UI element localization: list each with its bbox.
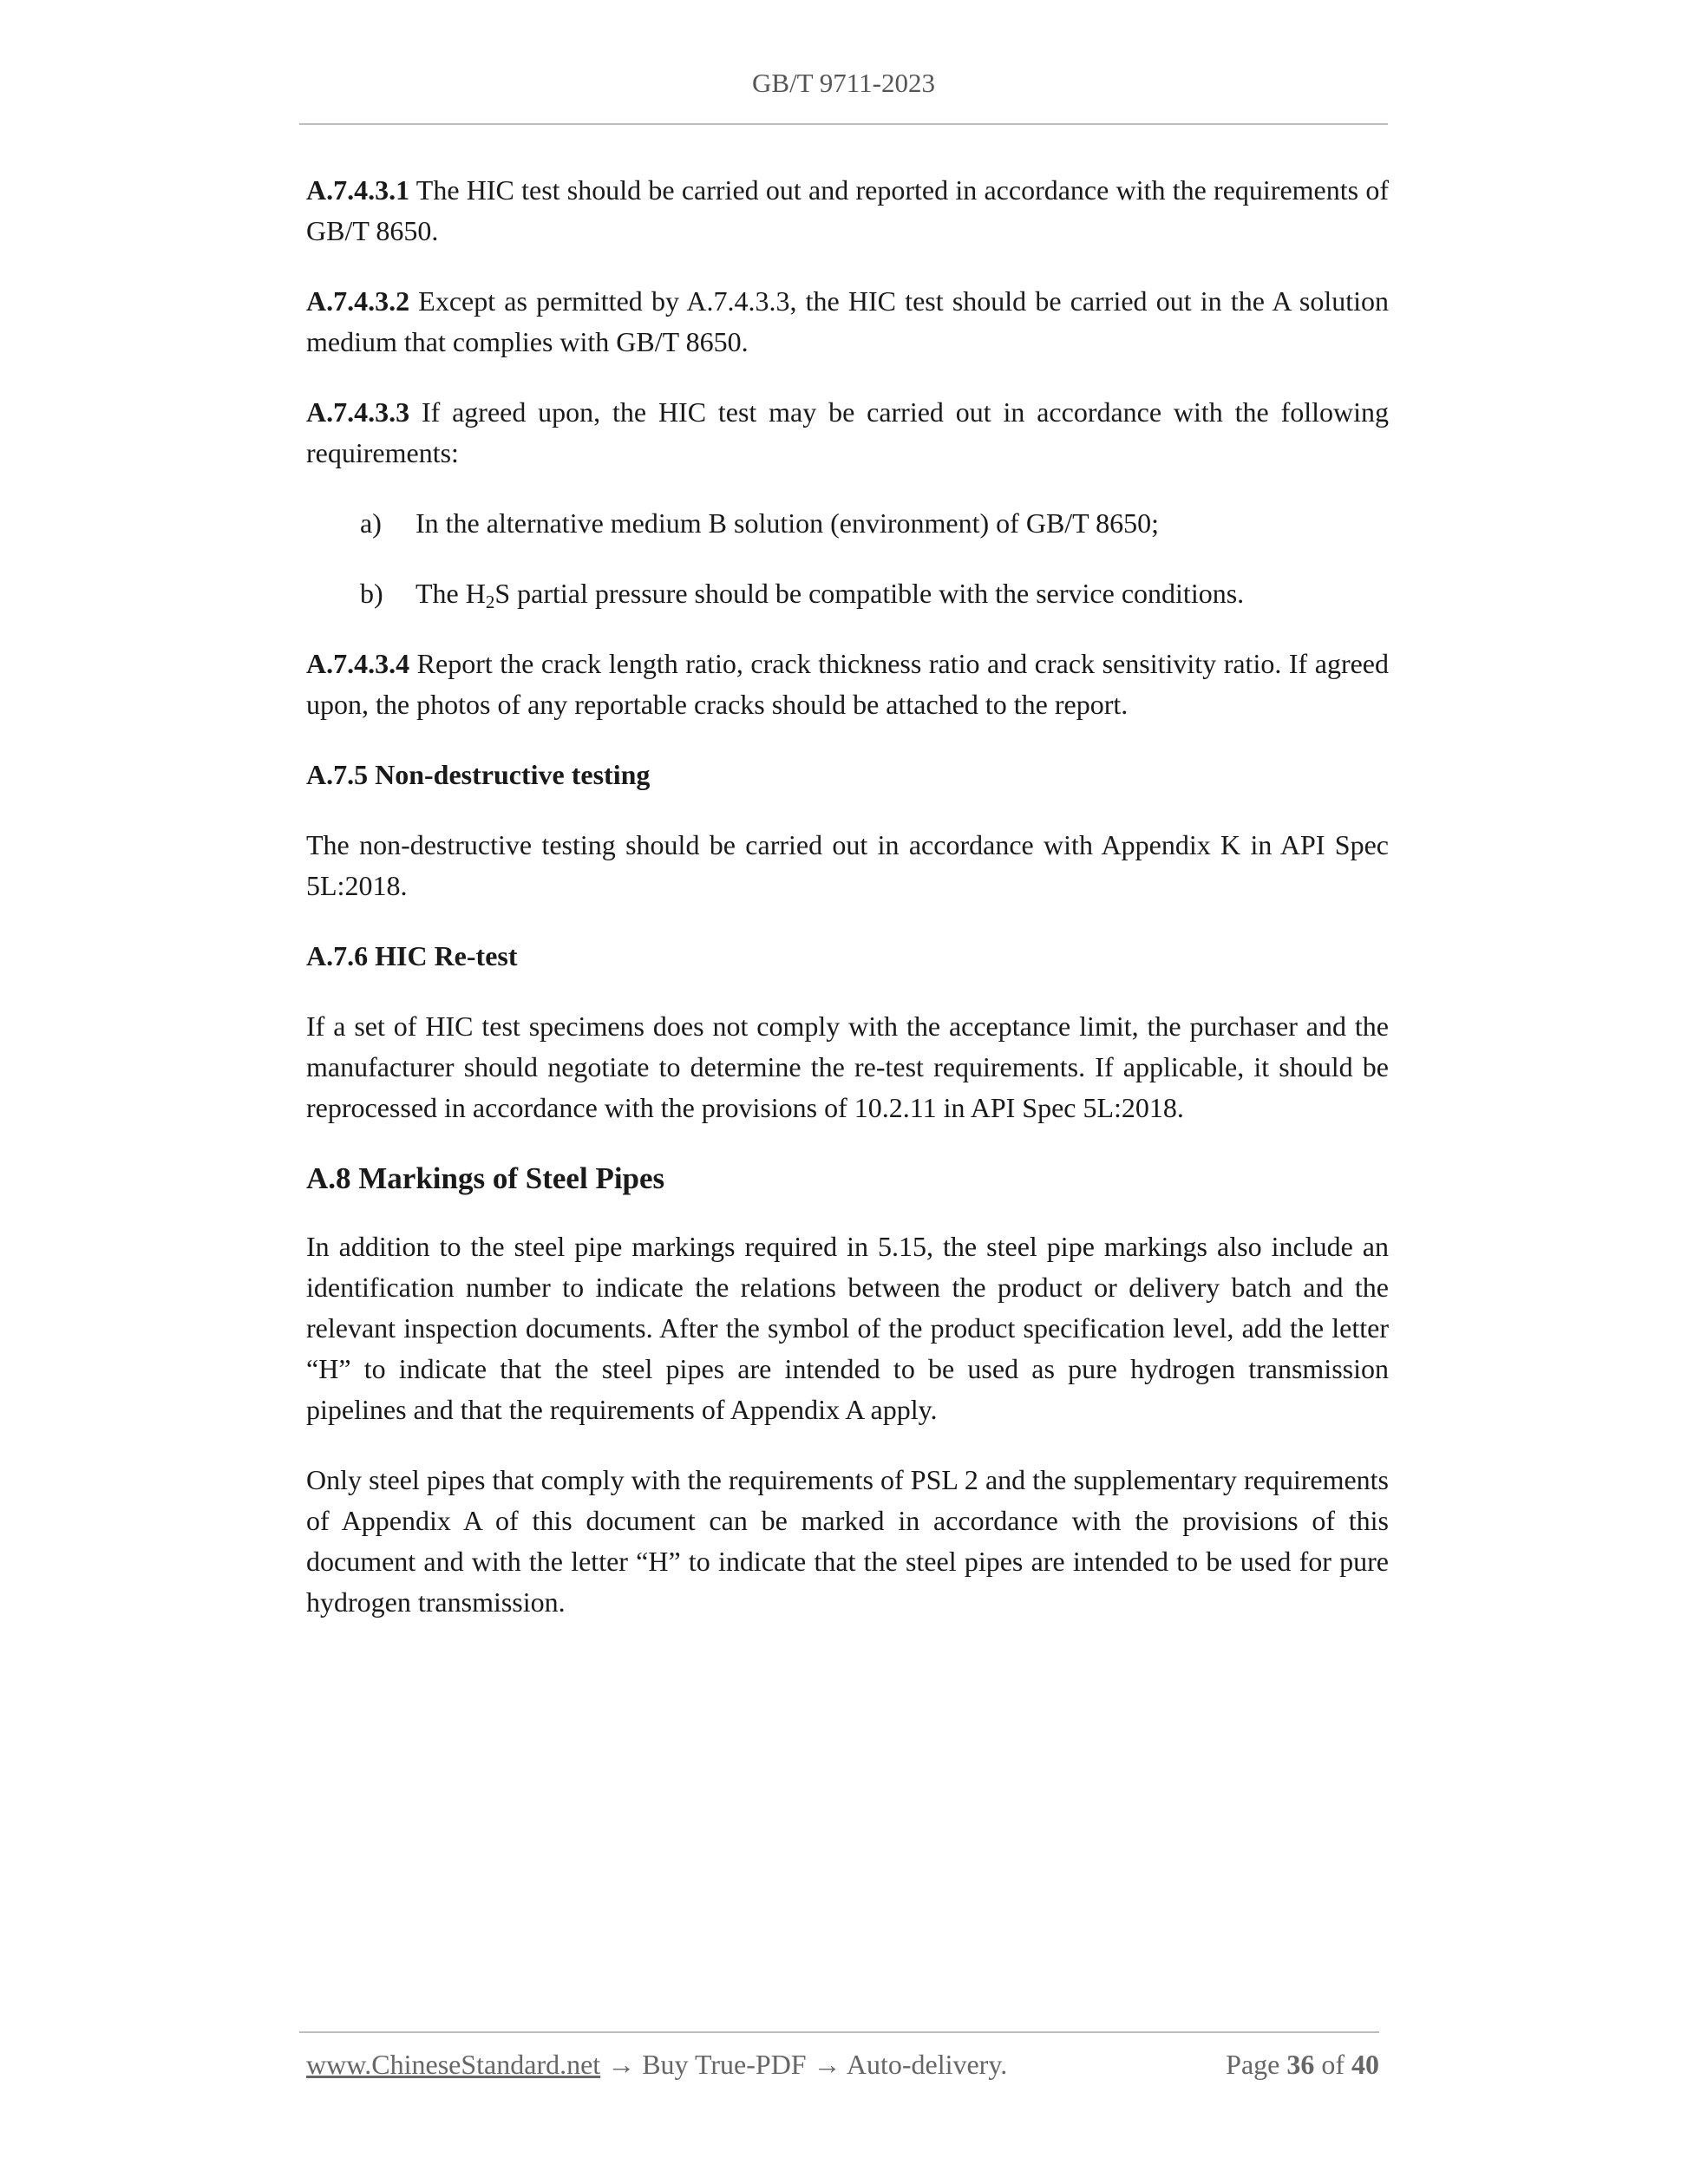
list-item-text-pre: The H (415, 578, 486, 609)
page-number (1226, 2049, 1379, 2081)
website-link[interactable]: www.ChineseStandard.net (306, 2049, 601, 2080)
subscript: 2 (485, 592, 495, 612)
paragraph-psl2: Only steel pipes that comply with the requirements of PSL 2 and the supplementary requirements of Appendix A of this document can be marked in accordance with the provisions of this document and with the letter “H” to indicate that the steel pipes are intended to be used for pure hydrogen transmission. (306, 1464, 1389, 1618)
footer-promo (306, 2049, 1007, 2081)
header-divider (299, 123, 1388, 125)
paragraph-ndt: The non-destructive testing should be carried out in accordance with Appendix K in API Spec 5L:2018. (306, 829, 1389, 901)
clause-text: Except as permitted by A.7.4.3.3, the HIC test should be carried out in the A solution medium that complies with GB/T 8650. (306, 285, 1389, 357)
list-marker: a) (360, 507, 382, 539)
clause-a7434 (306, 644, 1389, 725)
list-item (306, 503, 1389, 544)
section-heading-a76: A.7.6 HIC Re-test (306, 940, 518, 971)
clause-text: The HIC test should be carried out and reported in accordance with the requirements of GB/T 8650. (306, 174, 1389, 246)
clause-a7431 (306, 170, 1389, 252)
page-header-title: GB/T 9711-2023 (752, 68, 935, 98)
clause-number: A.7.4.3.3 (306, 396, 410, 428)
footer-divider (299, 2031, 1379, 2033)
footer-promo-text: → Buy True-PDF → Auto-delivery. (600, 2049, 1008, 2080)
page-label: Page (1226, 2049, 1287, 2080)
clause-text: Report the crack length ratio, crack thickness ratio and crack sensitivity ratio. If agreed upon, the photos of any reportable cracks should be attached to the report. (306, 648, 1389, 720)
document-body (306, 170, 1389, 1652)
section-heading-a75: A.7.5 Non-destructive testing (306, 759, 651, 790)
list-item-text: In the alternative medium B solution (environment) of GB/T 8650; (415, 507, 1160, 539)
paragraph-retest: If a set of HIC test specimens does not comply with the acceptance limit, the purchaser and the manufacturer should negotiate to determine the re-test requirements. If applicable, it should be reprocessed in accordance with the provisions of 10.2.11 in API Spec 5L:2018. (306, 1010, 1389, 1123)
page-footer (306, 2049, 1379, 2090)
paragraph-markings: In addition to the steel pipe markings required in 5.15, the steel pipe markings also include an identification number to indicate the relations between the product or delivery batch and the relevant inspection documents. After the symbol of the product specification level, add the letter “H” to indicate that the steel pipes are intended to be used as pure hydrogen transmission pipelines and that the requirements of Appendix A apply. (306, 1231, 1389, 1425)
list-marker: b) (360, 578, 383, 609)
clause-text: If agreed upon, the HIC test may be carried out in accordance with the following requirements: (306, 396, 1389, 468)
clause-a7432 (306, 281, 1389, 363)
clause-number: A.7.4.3.1 (306, 174, 410, 206)
current-page: 36 (1286, 2049, 1315, 2080)
list-item (306, 573, 1389, 614)
clause-number: A.7.4.3.2 (306, 285, 410, 317)
of-label: of (1314, 2049, 1351, 2080)
section-heading-a8: A.8 Markings of Steel Pipes (306, 1161, 665, 1195)
clause-number: A.7.4.3.4 (306, 648, 410, 679)
total-pages: 40 (1351, 2049, 1379, 2080)
list-item-text-post: S partial pressure should be compatible with the service conditions. (494, 578, 1245, 609)
clause-a7433 (306, 392, 1389, 474)
